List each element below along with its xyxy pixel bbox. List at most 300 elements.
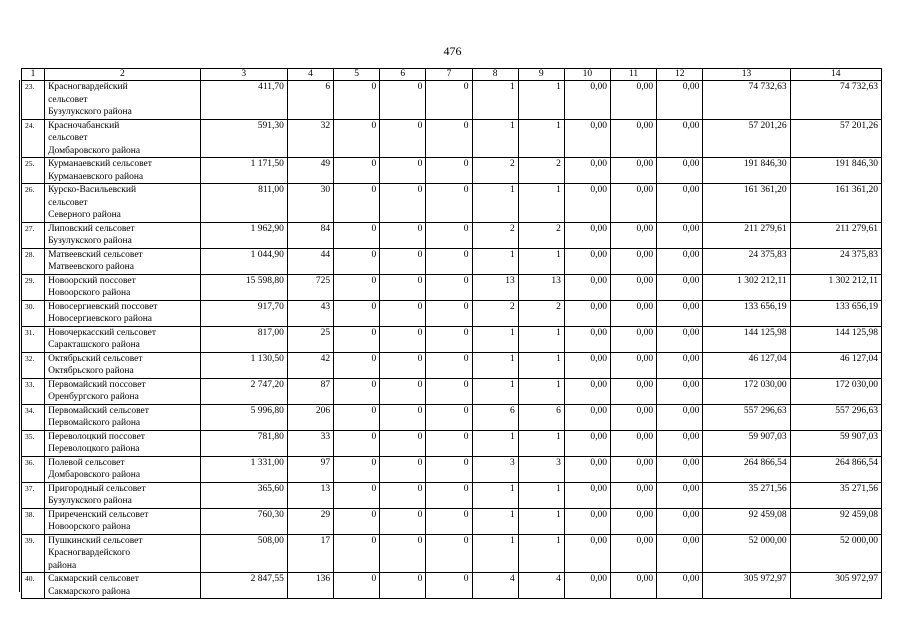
- cell-col-3: 1 331,00: [200, 456, 287, 482]
- settlement-name: [45, 81, 201, 120]
- cell-col-7: 0: [426, 158, 472, 184]
- settlement-name-line: Пригородный сельсовет: [48, 483, 146, 494]
- cell-col-12: 0,00: [657, 81, 703, 120]
- cell-col-13: 161 361,20: [703, 184, 790, 223]
- cell-col-11: 0,00: [611, 404, 657, 430]
- cell-col-10: 0,00: [564, 378, 610, 404]
- table-row: [22, 352, 882, 378]
- settlement-name-line: Курско-Васильевский: [48, 185, 137, 195]
- settlement-name-line: Новоорского района: [48, 288, 131, 298]
- settlement-name-line: Домбаровского района: [48, 145, 141, 156]
- cell-col-13: 74 732,63: [703, 81, 790, 120]
- cell-col-6: 0: [380, 430, 426, 456]
- cell-col-10: 0,00: [564, 430, 610, 456]
- cell-col-8: 1: [472, 184, 518, 223]
- cell-col-10: 0,00: [564, 482, 610, 508]
- table-row: [22, 222, 882, 248]
- cell-col-7: 0: [426, 534, 472, 573]
- cell-col-6: 0: [380, 456, 426, 482]
- cell-col-5: 0: [334, 573, 380, 599]
- cell-col-13: 305 972,97: [703, 573, 790, 599]
- row-number: 24.: [22, 119, 45, 158]
- row-number: 38.: [22, 508, 45, 534]
- table-row: [22, 326, 882, 352]
- cell-col-8: 1: [472, 119, 518, 158]
- cell-col-11: 0,00: [611, 573, 657, 599]
- cell-col-11: 0,00: [611, 184, 657, 223]
- settlement-name-line: Красночабанский: [48, 120, 120, 131]
- settlement-name-line: Первомайский сельсовет: [48, 405, 149, 416]
- table-row: [22, 508, 882, 534]
- cell-col-3: 760,30: [200, 508, 287, 534]
- cell-col-8: 1: [472, 378, 518, 404]
- settlement-name-line: Матвеевский сельсовет: [48, 249, 143, 260]
- settlement-name-line: Курманаевский сельсовет: [48, 159, 152, 169]
- cell-col-13: 57 201,26: [703, 119, 790, 158]
- cell-col-3: 1 171,50: [200, 158, 287, 184]
- cell-col-5: 0: [334, 300, 380, 326]
- cell-col-14: 172 030,00: [790, 378, 881, 404]
- cell-col-13: 52 000,00: [703, 534, 790, 573]
- cell-col-4: 42: [287, 352, 333, 378]
- cell-col-13: 46 127,04: [703, 352, 790, 378]
- cell-col-6: 0: [380, 158, 426, 184]
- cell-col-11: 0,00: [611, 222, 657, 248]
- cell-col-13: 1 302 212,11: [703, 274, 790, 300]
- cell-col-4: 17: [287, 534, 333, 573]
- cell-col-8: 1: [472, 508, 518, 534]
- settlement-name-line: Первомайский поссовет: [48, 379, 146, 390]
- cell-col-6: 0: [380, 482, 426, 508]
- cell-col-14: 52 000,00: [790, 534, 881, 573]
- cell-col-4: 87: [287, 378, 333, 404]
- cell-col-9: 1: [518, 248, 564, 274]
- table-row: [22, 404, 882, 430]
- cell-col-14: 1 302 212,11: [790, 274, 881, 300]
- cell-col-4: 32: [287, 119, 333, 158]
- settlement-name-line: района: [48, 560, 77, 571]
- cell-col-11: 0,00: [611, 508, 657, 534]
- cell-col-12: 0,00: [657, 456, 703, 482]
- settlement-name-line: Новосергиевского района: [48, 314, 153, 324]
- row-number: 39.: [22, 534, 45, 573]
- settlement-name-line: Новоорский поссовет: [48, 275, 136, 286]
- cell-col-11: 0,00: [611, 158, 657, 184]
- row-number: 32.: [22, 352, 45, 378]
- table-row: [22, 81, 882, 120]
- cell-col-9: 6: [518, 404, 564, 430]
- cell-col-3: 917,70: [200, 300, 287, 326]
- settlement-name-line: Новосергиевский поссовет: [48, 301, 158, 312]
- settlement-name-line: сельсовет: [48, 133, 88, 143]
- cell-col-7: 0: [426, 508, 472, 534]
- cell-col-6: 0: [380, 404, 426, 430]
- cell-col-6: 0: [380, 378, 426, 404]
- row-number: 34.: [22, 404, 45, 430]
- cell-col-5: 0: [334, 184, 380, 223]
- cell-col-10: 0,00: [564, 119, 610, 158]
- cell-col-14: 59 907,03: [790, 430, 881, 456]
- cell-col-13: 133 656,19: [703, 300, 790, 326]
- cell-col-14: 305 972,97: [790, 573, 881, 599]
- cell-col-13: 35 271,56: [703, 482, 790, 508]
- settlement-name-line: Сакмарский сельсовет: [48, 574, 139, 584]
- cell-col-4: 33: [287, 430, 333, 456]
- cell-col-12: 0,00: [657, 430, 703, 456]
- cell-col-8: 1: [472, 248, 518, 274]
- table-row: [22, 378, 882, 404]
- cell-col-10: 0,00: [564, 158, 610, 184]
- cell-col-4: 43: [287, 300, 333, 326]
- settlement-name-line: Красногвардейский: [48, 82, 128, 92]
- cell-col-10: 0,00: [564, 248, 610, 274]
- settlement-name-line: Пушкинский сельсовет: [48, 535, 143, 546]
- cell-col-13: 264 866,54: [703, 456, 790, 482]
- cell-col-5: 0: [334, 378, 380, 404]
- cell-col-4: 84: [287, 222, 333, 248]
- cell-col-5: 0: [334, 352, 380, 378]
- cell-col-6: 0: [380, 573, 426, 599]
- cell-col-3: 1 044,90: [200, 248, 287, 274]
- column-header-14: 14: [790, 69, 881, 81]
- cell-col-6: 0: [380, 184, 426, 223]
- cell-col-3: 2 847,55: [200, 573, 287, 599]
- cell-col-14: 161 361,20: [790, 184, 881, 223]
- cell-col-11: 0,00: [611, 430, 657, 456]
- cell-col-10: 0,00: [564, 300, 610, 326]
- settlement-name: [45, 404, 201, 430]
- cell-col-6: 0: [380, 300, 426, 326]
- cell-col-9: 1: [518, 352, 564, 378]
- column-header-11: 11: [611, 69, 657, 81]
- settlement-name: [45, 573, 201, 599]
- cell-col-9: 1: [518, 430, 564, 456]
- cell-col-12: 0,00: [657, 326, 703, 352]
- cell-col-6: 0: [380, 248, 426, 274]
- cell-col-14: 264 866,54: [790, 456, 881, 482]
- cell-col-7: 0: [426, 300, 472, 326]
- cell-col-14: 133 656,19: [790, 300, 881, 326]
- settlement-name-line: Оренбургского района: [48, 392, 139, 402]
- table-row: [22, 456, 882, 482]
- cell-col-3: 591,30: [200, 119, 287, 158]
- row-number: 33.: [22, 378, 45, 404]
- cell-col-6: 0: [380, 352, 426, 378]
- cell-col-12: 0,00: [657, 184, 703, 223]
- settlement-name-line: Переволоцкий поссовет: [48, 431, 145, 442]
- settlement-name: [45, 300, 201, 326]
- cell-col-4: 13: [287, 482, 333, 508]
- cell-col-9: 1: [518, 378, 564, 404]
- table-row: [22, 248, 882, 274]
- cell-col-10: 0,00: [564, 352, 610, 378]
- cell-col-3: 508,00: [200, 534, 287, 573]
- cell-col-9: 2: [518, 300, 564, 326]
- column-header-6: 6: [380, 69, 426, 81]
- cell-col-3: 781,80: [200, 430, 287, 456]
- cell-col-12: 0,00: [657, 573, 703, 599]
- page-left-rule: [19, 80, 20, 592]
- cell-col-4: 206: [287, 404, 333, 430]
- cell-col-4: 49: [287, 158, 333, 184]
- cell-col-10: 0,00: [564, 404, 610, 430]
- cell-col-10: 0,00: [564, 508, 610, 534]
- cell-col-11: 0,00: [611, 352, 657, 378]
- table-row: [22, 573, 882, 599]
- cell-col-6: 0: [380, 326, 426, 352]
- row-number: 37.: [22, 482, 45, 508]
- cell-col-4: 25: [287, 326, 333, 352]
- cell-col-5: 0: [334, 248, 380, 274]
- cell-col-3: 1 130,50: [200, 352, 287, 378]
- settlement-name: [45, 274, 201, 300]
- cell-col-9: 1: [518, 326, 564, 352]
- column-header-12: 12: [657, 69, 703, 81]
- cell-col-7: 0: [426, 352, 472, 378]
- cell-col-13: 144 125,98: [703, 326, 790, 352]
- settlement-name-line: Курманаевского района: [48, 171, 144, 182]
- cell-col-4: 97: [287, 456, 333, 482]
- cell-col-5: 0: [334, 158, 380, 184]
- cell-col-8: 3: [472, 456, 518, 482]
- table-row: [22, 158, 882, 184]
- row-number: 35.: [22, 430, 45, 456]
- settlement-name: [45, 184, 201, 223]
- cell-col-7: 0: [426, 248, 472, 274]
- cell-col-3: 5 996,80: [200, 404, 287, 430]
- row-number: 26.: [22, 184, 45, 223]
- settlement-name-line: Бузулукского района: [48, 496, 132, 506]
- cell-col-5: 0: [334, 326, 380, 352]
- settlement-name: [45, 248, 201, 274]
- settlement-name-line: Липовский сельсовет: [48, 223, 135, 234]
- cell-col-9: 2: [518, 158, 564, 184]
- settlement-name-line: Бузулукского района: [48, 236, 132, 246]
- cell-col-13: 191 846,30: [703, 158, 790, 184]
- settlement-name: [45, 508, 201, 534]
- cell-col-8: 13: [472, 274, 518, 300]
- settlement-name-line: Полевой сельсовет: [48, 457, 125, 468]
- cell-col-13: 557 296,63: [703, 404, 790, 430]
- settlement-name-line: Красногвардейского: [48, 548, 131, 558]
- column-number-row: [22, 69, 882, 81]
- cell-col-8: 1: [472, 534, 518, 573]
- cell-col-7: 0: [426, 274, 472, 300]
- cell-col-7: 0: [426, 573, 472, 599]
- row-number: 28.: [22, 248, 45, 274]
- cell-col-4: 136: [287, 573, 333, 599]
- column-header-5: 5: [334, 69, 380, 81]
- cell-col-9: 1: [518, 119, 564, 158]
- cell-col-8: 1: [472, 326, 518, 352]
- settlement-name: [45, 222, 201, 248]
- cell-col-3: 15 598,80: [200, 274, 287, 300]
- table-row: [22, 184, 882, 223]
- row-number: 30.: [22, 300, 45, 326]
- cell-col-7: 0: [426, 456, 472, 482]
- cell-col-11: 0,00: [611, 81, 657, 120]
- cell-col-14: 191 846,30: [790, 158, 881, 184]
- cell-col-11: 0,00: [611, 482, 657, 508]
- cell-col-8: 1: [472, 352, 518, 378]
- cell-col-5: 0: [334, 508, 380, 534]
- cell-col-13: 211 279,61: [703, 222, 790, 248]
- cell-col-8: 1: [472, 482, 518, 508]
- cell-col-9: 1: [518, 508, 564, 534]
- cell-col-14: 24 375,83: [790, 248, 881, 274]
- cell-col-9: 1: [518, 81, 564, 120]
- cell-col-12: 0,00: [657, 248, 703, 274]
- cell-col-9: 13: [518, 274, 564, 300]
- settlement-name-line: Бузулукского района: [48, 107, 132, 117]
- row-number: 27.: [22, 222, 45, 248]
- cell-col-6: 0: [380, 119, 426, 158]
- cell-col-10: 0,00: [564, 573, 610, 599]
- column-header-7: 7: [426, 69, 472, 81]
- row-number: 29.: [22, 274, 45, 300]
- cell-col-8: 4: [472, 573, 518, 599]
- page-number: 476: [443, 44, 462, 58]
- cell-col-12: 0,00: [657, 300, 703, 326]
- cell-col-10: 0,00: [564, 534, 610, 573]
- cell-col-5: 0: [334, 81, 380, 120]
- table-row: [22, 482, 882, 508]
- settlements-table: [21, 68, 882, 599]
- cell-col-7: 0: [426, 404, 472, 430]
- cell-col-9: 1: [518, 482, 564, 508]
- cell-col-11: 0,00: [611, 378, 657, 404]
- settlement-name: [45, 482, 201, 508]
- column-header-10: 10: [564, 69, 610, 81]
- cell-col-9: 1: [518, 534, 564, 573]
- cell-col-12: 0,00: [657, 404, 703, 430]
- cell-col-6: 0: [380, 508, 426, 534]
- cell-col-12: 0,00: [657, 158, 703, 184]
- cell-col-7: 0: [426, 222, 472, 248]
- cell-col-7: 0: [426, 378, 472, 404]
- cell-col-14: 74 732,63: [790, 81, 881, 120]
- cell-col-7: 0: [426, 184, 472, 223]
- settlement-name: [45, 430, 201, 456]
- column-header-4: 4: [287, 69, 333, 81]
- cell-col-14: 35 271,56: [790, 482, 881, 508]
- settlement-name-line: Домбаровского района: [48, 470, 141, 480]
- table-row: [22, 430, 882, 456]
- settlement-name: [45, 534, 201, 573]
- column-header-3: 3: [200, 69, 287, 81]
- cell-col-11: 0,00: [611, 274, 657, 300]
- row-number: 40.: [22, 573, 45, 599]
- cell-col-5: 0: [334, 119, 380, 158]
- cell-col-3: 411,70: [200, 81, 287, 120]
- cell-col-8: 1: [472, 81, 518, 120]
- cell-col-5: 0: [334, 430, 380, 456]
- settlement-name-line: сельсовет: [48, 94, 88, 105]
- cell-col-12: 0,00: [657, 352, 703, 378]
- cell-col-12: 0,00: [657, 508, 703, 534]
- cell-col-8: 2: [472, 158, 518, 184]
- cell-col-4: 6: [287, 81, 333, 120]
- cell-col-12: 0,00: [657, 378, 703, 404]
- cell-col-14: 557 296,63: [790, 404, 881, 430]
- cell-col-3: 365,60: [200, 482, 287, 508]
- settlement-name-line: Новочеркасский сельсовет: [48, 327, 157, 338]
- column-header-9: 9: [518, 69, 564, 81]
- cell-col-5: 0: [334, 404, 380, 430]
- settlement-name: [45, 456, 201, 482]
- cell-col-8: 1: [472, 430, 518, 456]
- cell-col-11: 0,00: [611, 119, 657, 158]
- table-row: [22, 119, 882, 158]
- row-number: 31.: [22, 326, 45, 352]
- column-header-2: 2: [45, 69, 201, 81]
- settlement-name-line: Матвеевского района: [48, 262, 134, 272]
- cell-col-8: 2: [472, 300, 518, 326]
- table-row: [22, 300, 882, 326]
- cell-col-9: 1: [518, 184, 564, 223]
- cell-col-4: 44: [287, 248, 333, 274]
- cell-col-14: 46 127,04: [790, 352, 881, 378]
- cell-col-14: 211 279,61: [790, 222, 881, 248]
- cell-col-3: 817,00: [200, 326, 287, 352]
- settlement-name-line: Сакмарского района: [48, 586, 131, 597]
- cell-col-8: 2: [472, 222, 518, 248]
- settlement-name-line: Переволоцкого района: [48, 444, 140, 454]
- cell-col-10: 0,00: [564, 456, 610, 482]
- cell-col-7: 0: [426, 482, 472, 508]
- cell-col-11: 0,00: [611, 326, 657, 352]
- settlement-name: [45, 119, 201, 158]
- cell-col-6: 0: [380, 274, 426, 300]
- settlement-name-line: Приреченский сельсовет: [48, 509, 149, 520]
- cell-col-5: 0: [334, 222, 380, 248]
- cell-col-5: 0: [334, 482, 380, 508]
- cell-col-11: 0,00: [611, 300, 657, 326]
- cell-col-8: 6: [472, 404, 518, 430]
- cell-col-10: 0,00: [564, 326, 610, 352]
- cell-col-13: 172 030,00: [703, 378, 790, 404]
- cell-col-10: 0,00: [564, 184, 610, 223]
- cell-col-14: 57 201,26: [790, 119, 881, 158]
- cell-col-13: 24 375,83: [703, 248, 790, 274]
- cell-col-11: 0,00: [611, 456, 657, 482]
- cell-col-9: 4: [518, 573, 564, 599]
- cell-col-6: 0: [380, 81, 426, 120]
- cell-col-13: 59 907,03: [703, 430, 790, 456]
- row-number: 25.: [22, 158, 45, 184]
- settlement-name: [45, 352, 201, 378]
- column-header-1: 1: [22, 69, 45, 81]
- settlement-name-line: сельсовет: [48, 197, 88, 208]
- settlement-name: [45, 378, 201, 404]
- cell-col-3: 2 747,20: [200, 378, 287, 404]
- settlement-name-line: Первомайского района: [48, 418, 141, 428]
- cell-col-4: 30: [287, 184, 333, 223]
- cell-col-5: 0: [334, 274, 380, 300]
- settlement-name-line: Саракташского района: [48, 340, 140, 350]
- cell-col-4: 29: [287, 508, 333, 534]
- cell-col-13: 92 459,08: [703, 508, 790, 534]
- row-number: 23.: [22, 81, 45, 120]
- cell-col-9: 2: [518, 222, 564, 248]
- table-row: [22, 534, 882, 573]
- cell-col-14: 92 459,08: [790, 508, 881, 534]
- settlement-name-line: Октябрьского района: [48, 366, 134, 376]
- cell-col-7: 0: [426, 430, 472, 456]
- settlement-name: [45, 326, 201, 352]
- column-header-13: 13: [703, 69, 790, 81]
- cell-col-10: 0,00: [564, 222, 610, 248]
